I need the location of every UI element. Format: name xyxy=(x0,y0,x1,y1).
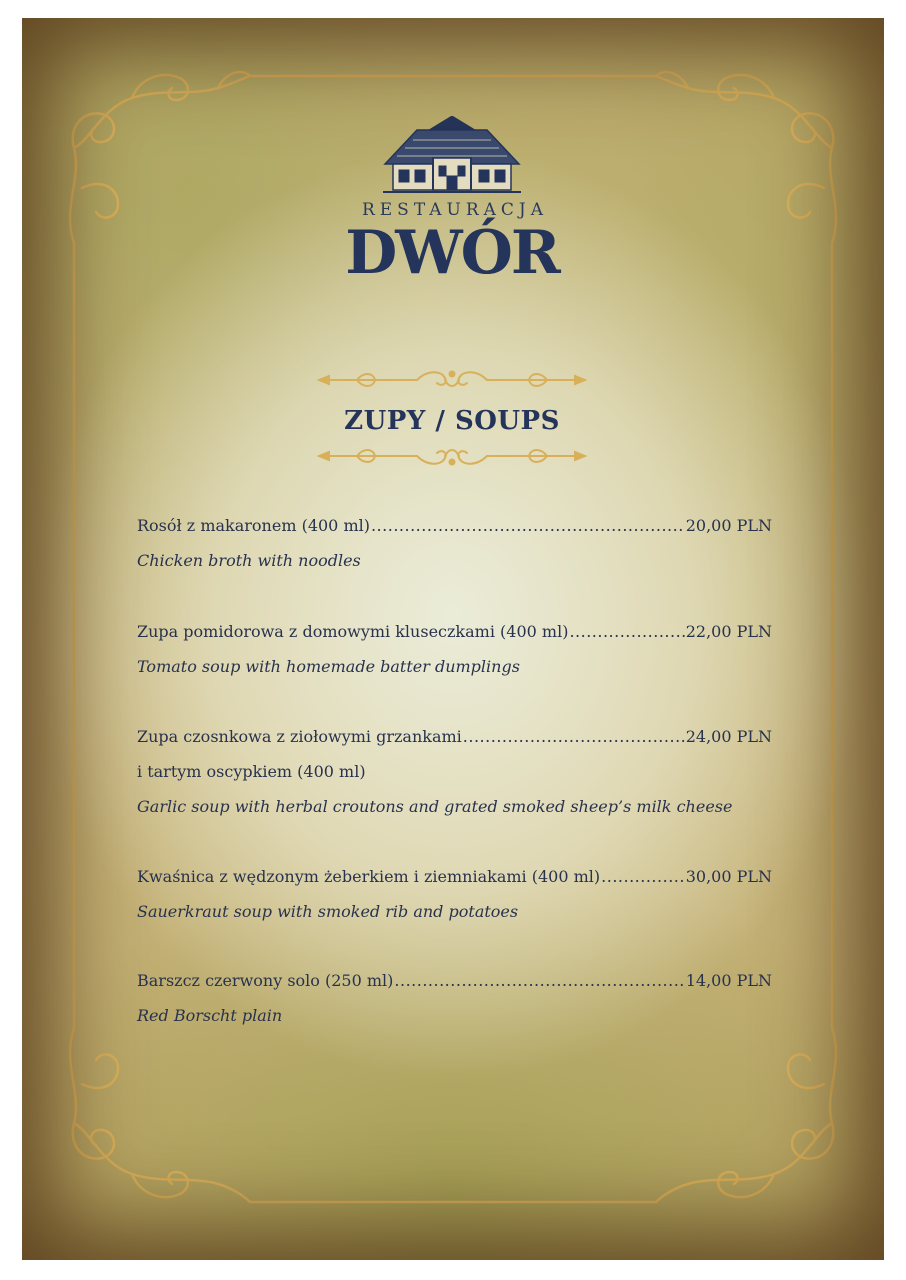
ornament-divider-top xyxy=(317,368,587,392)
item-name-en: Tomato soup with homemade batter dumplings xyxy=(137,657,520,676)
menu-item-line xyxy=(137,622,772,646)
item-price: 14,00 PLN xyxy=(685,971,772,990)
dot-leader xyxy=(394,971,684,990)
menu-item-line xyxy=(137,516,772,540)
item-name-pl: Kwaśnica z wędzonym żeberkiem i ziemniakami (400 ml) xyxy=(137,867,601,886)
brand-name: DWÓR xyxy=(345,218,559,288)
brand-subtitle: RESTAURACJA xyxy=(361,200,549,220)
item-price: 20,00 PLN xyxy=(685,516,772,535)
dot-leader xyxy=(601,867,685,886)
item-price: 22,00 PLN xyxy=(685,622,772,641)
item-name-en: Red Borscht plain xyxy=(137,1006,283,1025)
menu-item xyxy=(137,971,772,1030)
section-title: ZUPY / SOUPS xyxy=(344,406,560,436)
item-name-en: Sauerkraut soup with smoked rib and potatoes xyxy=(137,902,519,921)
menu-item xyxy=(137,516,772,575)
item-name-en: Chicken broth with noodles xyxy=(137,551,361,570)
item-price: 30,00 PLN xyxy=(685,867,772,886)
restaurant-logo xyxy=(312,116,592,288)
menu-item-line xyxy=(137,867,772,891)
item-price: 24,00 PLN xyxy=(685,727,772,746)
menu-item-line xyxy=(137,727,772,751)
item-name-pl-continued: i tartym oscypkiem (400 ml) xyxy=(137,762,366,781)
item-name-pl: Zupa czosnkowa z ziołowymi grzankami xyxy=(137,727,462,746)
section-header xyxy=(312,368,592,472)
menu-item-line xyxy=(137,971,772,995)
item-name-pl: Rosół z makaronem (400 ml) xyxy=(137,516,370,535)
ornament-divider-bottom xyxy=(317,444,587,468)
item-name-pl: Zupa pomidorowa z domowymi kluseczkami (400 ml) xyxy=(137,622,569,641)
menu-item xyxy=(137,867,772,926)
menu-page xyxy=(22,18,884,1260)
menu-item xyxy=(137,622,772,681)
manor-house-icon xyxy=(377,116,527,196)
menu-item xyxy=(137,727,772,821)
dot-leader xyxy=(371,516,685,535)
item-name-pl: Barszcz czerwony solo (250 ml) xyxy=(137,971,394,990)
item-name-en: Garlic soup with herbal croutons and grated smoked sheep’s milk cheese xyxy=(137,797,733,816)
dot-leader xyxy=(463,727,685,746)
dot-leader xyxy=(569,622,684,641)
